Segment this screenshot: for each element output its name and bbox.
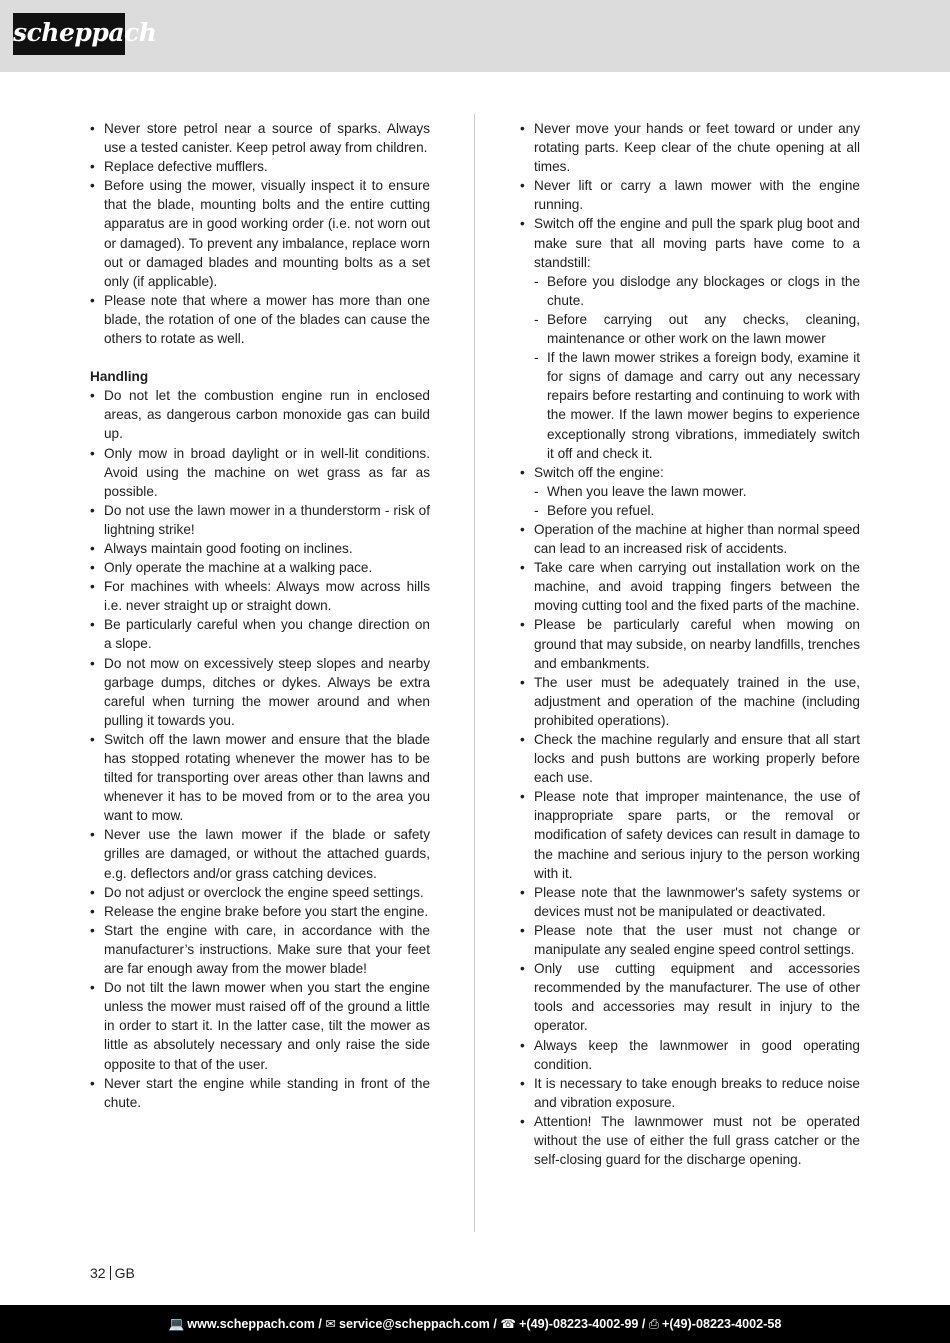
column-divider bbox=[474, 114, 475, 1232]
list-item: • Check the machine regularly and ensure that all start locks and push buttons are working properly before each use. bbox=[520, 730, 860, 787]
list-item: • Do not mow on excessively steep slopes and nearby garbage dumps, ditches or dykes. Always be extra careful when turning the mower around and when pulling it towards you. bbox=[90, 654, 430, 730]
sub-list-b bbox=[520, 482, 860, 520]
list-item: • Attention! The lawnmower must not be operated without the use of either the full grass catcher or the self-closing guard for the discharge opening. bbox=[520, 1112, 860, 1169]
list-item: • Do not adjust or overclock the engine speed settings. bbox=[90, 883, 430, 902]
footer-separator: / bbox=[489, 1317, 501, 1331]
list-item: • Only use cutting equipment and accessories recommended by the manufacturer. The use of other tools and accessories may result in injury to the operator. bbox=[520, 959, 860, 1035]
list-item: • For machines with wheels: Always mow across hills i.e. never straight up or straight down. bbox=[90, 577, 430, 615]
intro-list bbox=[90, 119, 430, 348]
list-item: • Switch off the engine: bbox=[520, 463, 860, 482]
list-item: • Take care when carrying out installation work on the machine, and avoid trapping fingers between the moving cutting tool and the fixed parts of the machine. bbox=[520, 558, 860, 615]
list-item: • Before using the mower, visually inspect it to ensure that the blade, mounting bolts and the entire cutting apparatus are in good working order (i.e. not worn out or damaged). To prevent any imbalance, replace worn out or damaged blades and mounting bolts as a set only (if applicable). bbox=[90, 176, 430, 291]
list-item: • Switch off the lawn mower and ensure that the blade has stopped rotating whenever the mower has to be tilted for transporting over areas other than lawns and whenever it has to be moved from or to the area you want to mow. bbox=[90, 730, 430, 825]
footer-separator: / bbox=[638, 1317, 649, 1331]
sub-list-item: - Before carrying out any checks, cleaning, maintenance or other work on the lawn mower bbox=[520, 310, 860, 348]
list-item: • Do not tilt the lawn mower when you start the engine unless the mower must raised off of the ground a little in order to start it. In the latter case, tilt the mower as little as absolutely necessary and only raise the side opposite to that of the user. bbox=[90, 978, 430, 1073]
footer-separator: / bbox=[314, 1317, 326, 1331]
fax-icon: ⎙ bbox=[648, 1317, 659, 1331]
laptop-icon: 💻 bbox=[168, 1317, 185, 1331]
sub-list-item: - Before you dislodge any blockages or clogs in the chute. bbox=[520, 272, 860, 310]
list-item: • Never store petrol near a source of sparks. Always use a tested canister. Keep petrol away from children. bbox=[90, 119, 430, 157]
list-item: • Never lift or carry a lawn mower with the engine running. bbox=[520, 176, 860, 214]
list-item: • Only operate the machine at a walking pace. bbox=[90, 558, 430, 577]
right-list-b bbox=[520, 463, 860, 482]
page-number bbox=[90, 1265, 135, 1281]
phone-icon: ☎ bbox=[500, 1317, 517, 1331]
page-header bbox=[0, 0, 950, 72]
right-column bbox=[520, 119, 860, 1169]
sub-list-item: - When you leave the lawn mower. bbox=[520, 482, 860, 501]
handling-list bbox=[90, 386, 430, 1112]
list-item: • Never move your hands or feet toward or under any rotating parts. Keep clear of the chute opening at all times. bbox=[520, 119, 860, 176]
page-language: GB bbox=[114, 1265, 135, 1281]
mail-icon: ✉ bbox=[325, 1317, 336, 1331]
footer-fax: +(49)-08223-4002-58 bbox=[662, 1317, 782, 1331]
right-list-c bbox=[520, 520, 860, 1169]
list-item: • Be particularly careful when you change direction on a slope. bbox=[90, 615, 430, 653]
left-column bbox=[90, 119, 430, 1112]
list-item: • Please note that the user must not change or manipulate any sealed engine speed control settings. bbox=[520, 921, 860, 959]
list-item: • Please note that the lawnmower's safety systems or devices must not be manipulated or deactivated. bbox=[520, 883, 860, 921]
scheppach-logo: scheppach bbox=[13, 13, 125, 55]
list-item: • Do not use the lawn mower in a thunderstorm - risk of lightning strike! bbox=[90, 501, 430, 539]
page-number-value: 32 bbox=[90, 1265, 106, 1281]
section-title-handling: Handling bbox=[90, 369, 149, 385]
list-item: • Never start the engine while standing in front of the chute. bbox=[90, 1074, 430, 1112]
list-item: • Always keep the lawnmower in good operating condition. bbox=[520, 1036, 860, 1074]
list-item: • Replace defective mufflers. bbox=[90, 157, 430, 176]
list-item: • Release the engine brake before you start the engine. bbox=[90, 902, 430, 921]
list-item: • Only mow in broad daylight or in well-lit conditions. Avoid using the machine on wet grass as far as possible. bbox=[90, 444, 430, 501]
list-item: • Never use the lawn mower if the blade or safety grilles are damaged, or without the attached guards, e.g. deflectors and/or grass catching devices. bbox=[90, 825, 430, 882]
list-item: • Operation of the machine at higher than normal speed can lead to an increased risk of accidents. bbox=[520, 520, 860, 558]
footer-phone: +(49)-08223-4002-99 bbox=[519, 1317, 639, 1331]
page-footer bbox=[0, 1305, 950, 1343]
page-number-separator bbox=[110, 1266, 111, 1280]
list-item: • Switch off the engine and pull the spark plug boot and make sure that all moving parts have come to a standstill: bbox=[520, 214, 860, 271]
sub-list-item: - Before you refuel. bbox=[520, 501, 860, 520]
list-item: • Please be particularly careful when mowing on ground that may subside, on nearby landfills, trenches and embankments. bbox=[520, 615, 860, 672]
list-item: • Please note that improper maintenance, the use of inappropriate spare parts, or the removal or modification of safety devices can result in damage to the machine and serious injury to the person working with it. bbox=[520, 787, 860, 882]
list-item: • Always maintain good footing on inclines. bbox=[90, 539, 430, 558]
sub-list-item: - If the lawn mower strikes a foreign body, examine it for signs of damage and carry out any necessary repairs before restarting and continuing to work with the mower. If the lawn mower begins to experience exceptionally strong vibrations, immediately switch it off and check it. bbox=[520, 348, 860, 463]
list-item: • The user must be adequately trained in the use, adjustment and operation of the machine (including prohibited operations). bbox=[520, 673, 860, 730]
list-item: • Start the engine with care, in accordance with the manufacturer’s instructions. Make sure that your feet are far enough away from the mower blade! bbox=[90, 921, 430, 978]
right-list-a bbox=[520, 119, 860, 272]
footer-website-link[interactable]: www.scheppach.com bbox=[187, 1317, 315, 1331]
footer-email-link[interactable]: service@scheppach.com bbox=[338, 1317, 490, 1331]
sub-list-a bbox=[520, 272, 860, 463]
list-item: • Please note that where a mower has more than one blade, the rotation of one of the blades can cause the others to rotate as well. bbox=[90, 291, 430, 348]
list-item: • It is necessary to take enough breaks to reduce noise and vibration exposure. bbox=[520, 1074, 860, 1112]
list-item: • Do not let the combustion engine run in enclosed areas, as dangerous carbon monoxide gas can build up. bbox=[90, 386, 430, 443]
